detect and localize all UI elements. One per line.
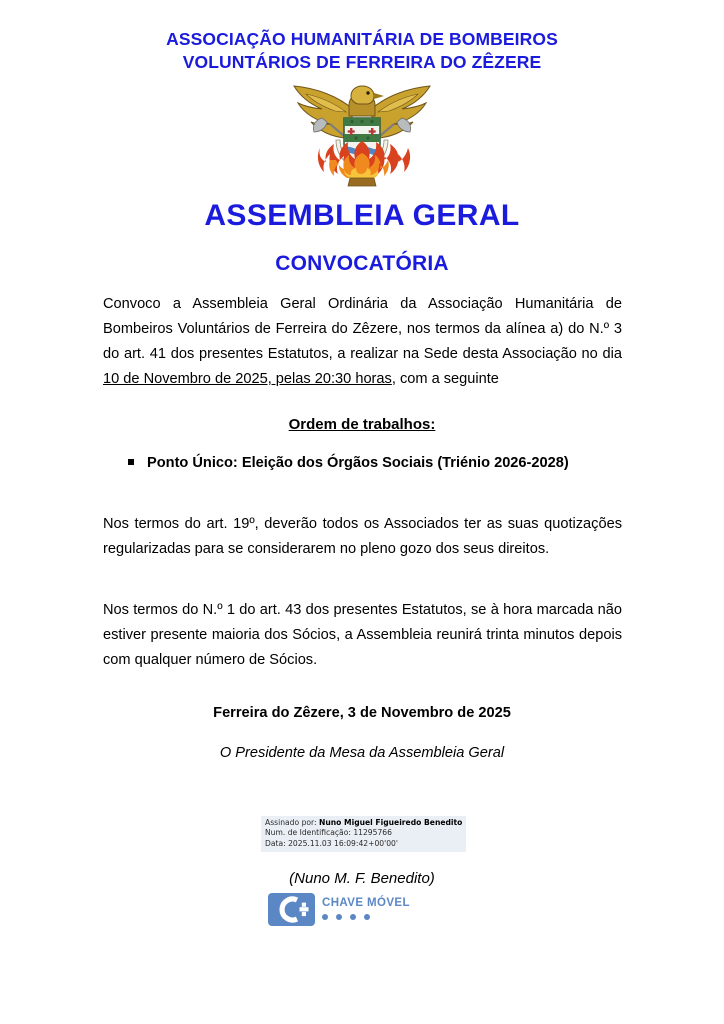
digital-signature-stamp (261, 816, 466, 852)
paragraph-quorum-rule: Nos termos do N.º 1 do art. 43 dos presentes Estatutos, se à hora marcada não estiver presente maioria dos Sócios, a Assembleia reunirá trinta minutos depois com qualquer número de Sócios. (103, 602, 622, 668)
chave-movel-dot-4 (364, 914, 370, 920)
chave-movel-dot-2 (336, 914, 342, 920)
organisation-header-line-1: ASSOCIAÇÃO HUMANITÁRIA DE BOMBEIROS (166, 29, 558, 49)
chave-movel-dot-3 (350, 914, 356, 920)
signature-identification: Num. de Identificação: 11295766 (265, 828, 392, 838)
paragraph-convocation-part1: Convoco a Assembleia Geral Ordinária da Associação Humanitária de Bombeiros Voluntários de Ferreira do Zêzere, nos termos da alínea a) do N.º 3 do art. 41 dos presentes Estatutos, a realizar na Sede desta Associação no dia (103, 296, 622, 362)
chave-movel-logo (268, 893, 410, 926)
emblem-container (0, 82, 724, 190)
organisation-header (62, 28, 662, 74)
paragraph-convocation-part2: , com a seguinte (391, 371, 499, 387)
meeting-date-time: 10 de Novembro de 2025, pelas 20:30 horas (103, 371, 392, 387)
chave-movel-mark-icon (268, 893, 315, 926)
paragraph-convocation (103, 292, 622, 392)
signature-signer-name: Nuno Miguel Figueiredo Benedito (319, 818, 463, 827)
firefighters-eagle-crest-emblem (286, 82, 438, 190)
chave-movel-dots (322, 914, 370, 920)
agenda-item-label: Ponto Único: Eleição dos Órgãos Sociais (Triénio 2026-2028) (147, 455, 569, 471)
signature-date: Data: 2025.11.03 16:09:42+00'00' (265, 838, 398, 848)
organisation-header-line-2: VOLUNTÁRIOS DE FERREIRA DO ZÊZERE (182, 52, 542, 72)
signer-printed-name: (Nuno M. F. Benedito) (289, 870, 435, 887)
agenda-list-item (128, 455, 628, 471)
chave-movel-label: CHAVE MÓVEL (322, 897, 410, 909)
closing-place-date: Ferreira do Zêzere, 3 de Novembro de 2025 (213, 705, 511, 721)
agenda-heading: Ordem de trabalhos: (288, 416, 436, 433)
bullet-square-icon (128, 459, 134, 465)
closing-signer-role: O Presidente da Mesa da Assembleia Geral (219, 745, 505, 761)
signature-signed-by-label: Assinado por: (265, 818, 317, 827)
chave-movel-dot-1 (322, 914, 328, 920)
page-subtitle: CONVOCATÓRIA (275, 252, 449, 275)
chave-movel-c-key-icon (268, 893, 315, 926)
page-title: ASSEMBLEIA GERAL (204, 199, 520, 232)
signature-signed-by-row (265, 818, 462, 828)
paragraph-membership-dues: Nos termos do art. 19º, deverão todos os Associados ter as suas quotizações regularizadas para se considerarem no pleno gozo dos seus direitos. (103, 516, 622, 557)
chave-movel-text-block (322, 893, 410, 920)
